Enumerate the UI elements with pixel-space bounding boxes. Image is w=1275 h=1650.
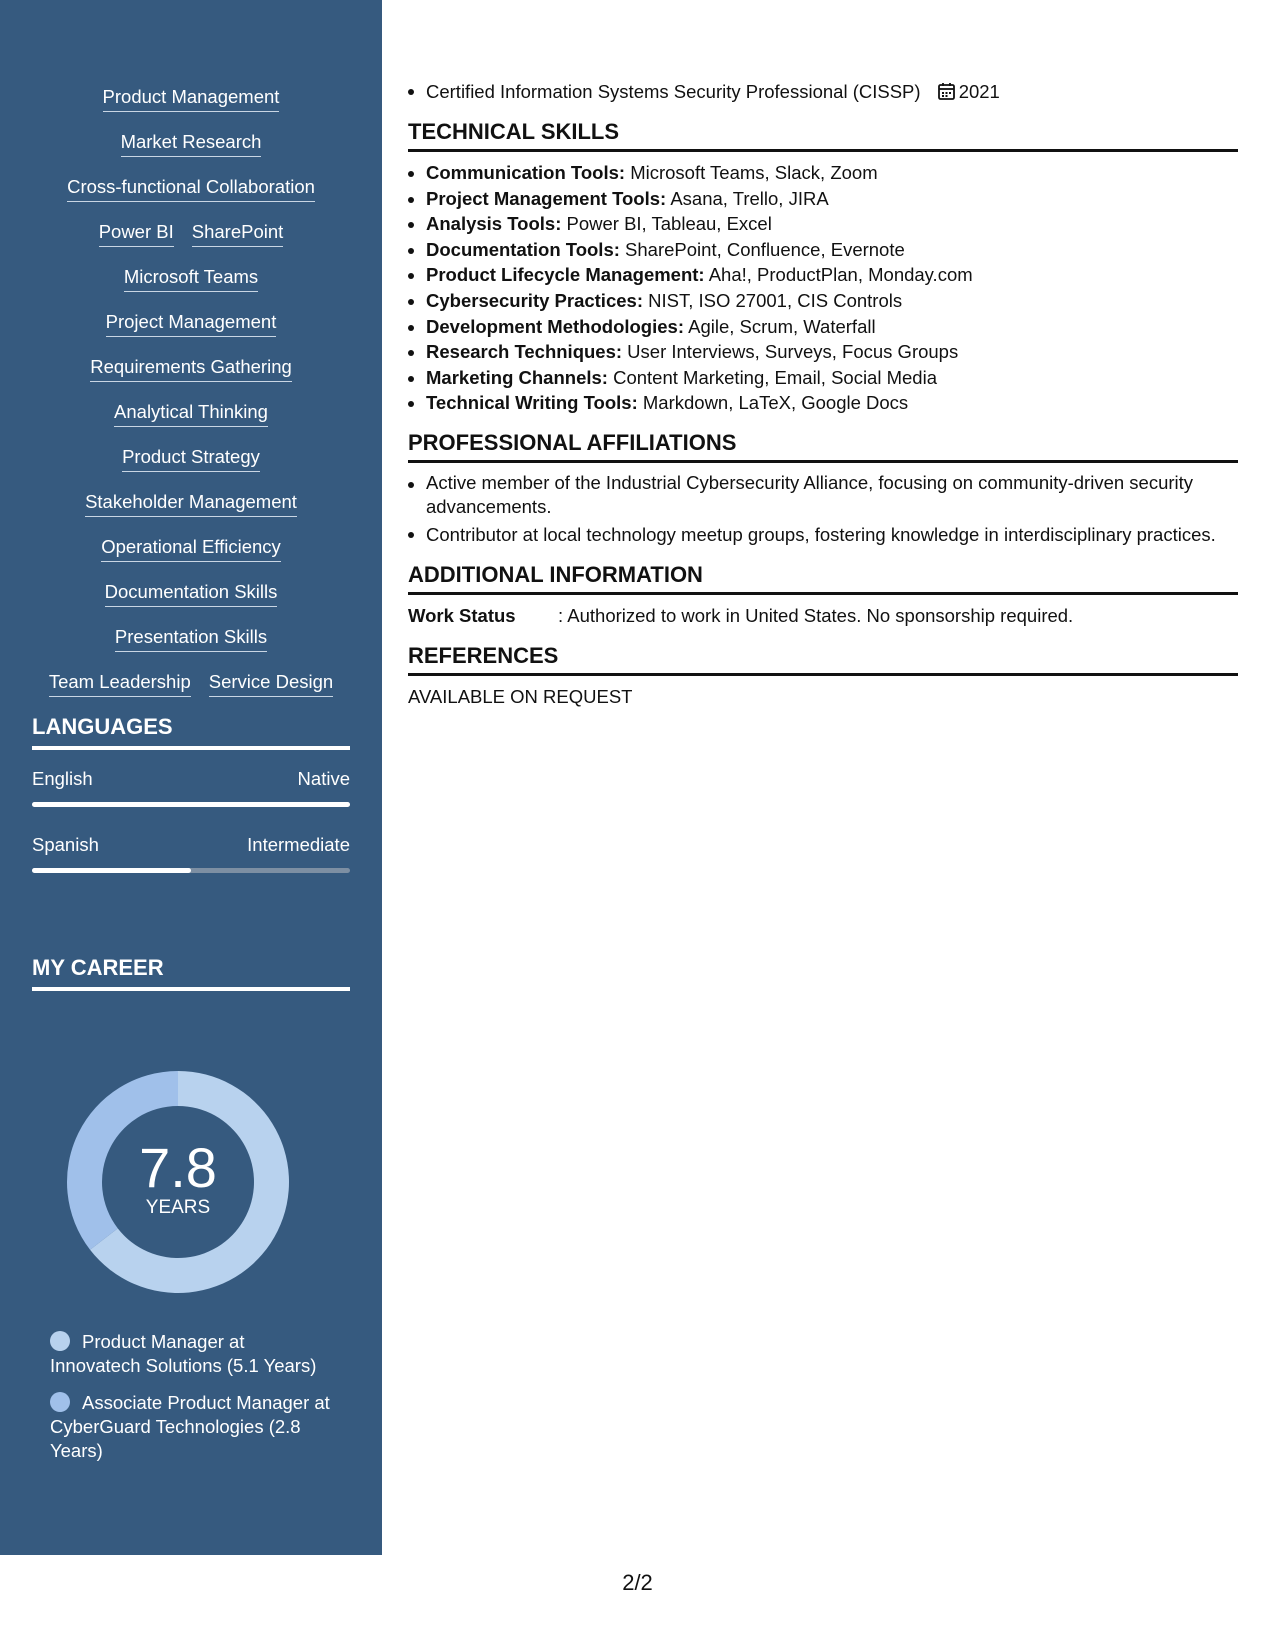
skills-list — [0, 86, 382, 716]
career-legend-item — [50, 1391, 340, 1463]
skill-row — [0, 536, 382, 581]
technical-skill-value: SharePoint, Confluence, Evernote — [625, 238, 905, 260]
skill-row — [0, 491, 382, 536]
technical-skill-label: Documentation Tools: — [426, 238, 620, 260]
certification-name: Certified Information Systems Security Professional (CISSP) — [426, 81, 921, 102]
work-status-label: Work Status — [408, 604, 516, 626]
technical-skill-label: Analysis Tools: — [426, 213, 562, 235]
technical-skill-item — [408, 314, 1238, 340]
languages-heading: LANGUAGES — [32, 714, 350, 750]
technical-skill-value: User Interviews, Surveys, Focus Groups — [627, 341, 959, 363]
technical-skill-value: Content Marketing, Email, Social Media — [613, 366, 937, 388]
skill-tag: Cross-functional Collaboration — [67, 176, 315, 202]
career-heading: MY CAREER — [32, 955, 350, 991]
technical-skill-value: Asana, Trello, JIRA — [670, 187, 829, 209]
skill-row — [0, 356, 382, 401]
skill-tag: Microsoft Teams — [124, 266, 258, 292]
main-content — [408, 78, 1238, 710]
affiliations-heading: PROFESSIONAL AFFILIATIONS — [408, 430, 1238, 463]
technical-skill-item — [408, 339, 1238, 365]
references-value: AVAILABLE ON REQUEST — [408, 685, 633, 707]
calendar-icon — [938, 82, 955, 100]
skill-tag: Market Research — [121, 131, 262, 157]
technical-skill-item — [408, 365, 1238, 391]
technical-skill-value: Power BI, Tableau, Excel — [566, 213, 772, 235]
language-name: English — [32, 768, 93, 789]
skill-row — [0, 626, 382, 671]
skill-tag: Requirements Gathering — [90, 356, 292, 382]
technical-skill-item — [408, 262, 1238, 288]
technical-skills-list — [408, 160, 1238, 416]
skill-row — [0, 581, 382, 626]
technical-skill-item — [408, 390, 1238, 416]
language-bar — [32, 802, 350, 807]
skill-row — [0, 671, 382, 716]
skill-tag: Product Strategy — [122, 446, 260, 472]
skill-tag: Team Leadership — [49, 671, 191, 697]
technical-skill-label: Communication Tools: — [426, 162, 626, 183]
language-bar — [32, 868, 350, 873]
career-legend-item — [50, 1330, 340, 1378]
technical-skill-item — [408, 237, 1238, 263]
skill-tag: Service Design — [209, 671, 333, 697]
language-spanish — [32, 834, 350, 873]
skill-tag: Operational Efficiency — [101, 536, 281, 562]
language-english — [32, 768, 350, 807]
skill-tag: Stakeholder Management — [85, 491, 297, 517]
skill-tag: Presentation Skills — [115, 626, 267, 652]
skill-tag: Project Management — [106, 311, 277, 337]
skill-row — [0, 86, 382, 131]
technical-skill-value: Microsoft Teams, Slack, Zoom — [630, 162, 878, 183]
technical-skill-label: Project Management Tools: — [426, 187, 667, 209]
career-item-text: Associate Product Manager at CyberGuard Technologies (2.8 Years) — [50, 1392, 330, 1461]
career-item-text: Product Manager at Innovatech Solutions (5.1 Years) — [50, 1331, 317, 1376]
language-level: Intermediate — [247, 834, 350, 855]
technical-skill-item — [408, 160, 1238, 186]
affiliation-item: Contributor at local technology meetup groups, fostering knowledge in interdisciplinary practices. — [408, 521, 1238, 548]
career-unit: YEARS — [145, 1197, 211, 1218]
language-level: Native — [297, 768, 350, 789]
technical-skill-value: Aha!, ProductPlan, Monday.com — [708, 264, 973, 286]
technical-skill-item — [408, 211, 1238, 237]
technical-skill-label: Cybersecurity Practices: — [426, 289, 643, 311]
technical-skill-value: Agile, Scrum, Waterfall — [688, 315, 876, 337]
technical-skill-label: Product Lifecycle Management: — [426, 264, 705, 286]
sidebar — [0, 0, 382, 1555]
skill-row — [0, 266, 382, 311]
certification-year: 2021 — [958, 81, 1000, 102]
skill-row — [0, 446, 382, 491]
skill-row — [0, 176, 382, 221]
language-name: Spanish — [32, 834, 99, 855]
technical-skill-label: Research Techniques: — [426, 341, 623, 363]
additional-info-heading: ADDITIONAL INFORMATION — [408, 562, 1238, 595]
skill-tag: Power BI — [99, 221, 174, 247]
technical-skill-label: Marketing Channels: — [426, 366, 608, 388]
technical-skills-heading: TECHNICAL SKILLS — [408, 119, 1238, 152]
skill-tag: Product Management — [103, 86, 280, 112]
skill-row — [0, 401, 382, 446]
career-donut-chart — [66, 1070, 290, 1294]
work-status-row — [408, 603, 1238, 629]
skill-row — [0, 311, 382, 356]
technical-skill-label: Development Methodologies: — [426, 315, 684, 337]
skill-tag: Analytical Thinking — [114, 401, 268, 427]
skill-row — [0, 221, 382, 266]
affiliation-item: Active member of the Industrial Cybersecurity Alliance, focusing on community-driven security advancements. — [408, 471, 1238, 519]
legend-dot — [50, 1392, 70, 1412]
technical-skill-item — [408, 186, 1238, 212]
page-number: 2/2 — [622, 1570, 653, 1595]
technical-skill-value: Markdown, LaTeX, Google Docs — [642, 392, 909, 414]
skill-tag: Documentation Skills — [105, 581, 278, 607]
certification-item — [408, 78, 1238, 105]
references-heading: REFERENCES — [408, 643, 1238, 676]
legend-dot — [50, 1331, 70, 1351]
skill-tag: SharePoint — [192, 221, 284, 247]
work-status-value: : Authorized to work in United States. No sponsorship required. — [558, 604, 1074, 626]
career-total: 7.8 — [139, 1136, 217, 1199]
technical-skill-label: Technical Writing Tools: — [426, 392, 638, 414]
technical-skill-item — [408, 288, 1238, 314]
technical-skill-value: NIST, ISO 27001, CIS Controls — [648, 289, 903, 311]
skill-row — [0, 131, 382, 176]
